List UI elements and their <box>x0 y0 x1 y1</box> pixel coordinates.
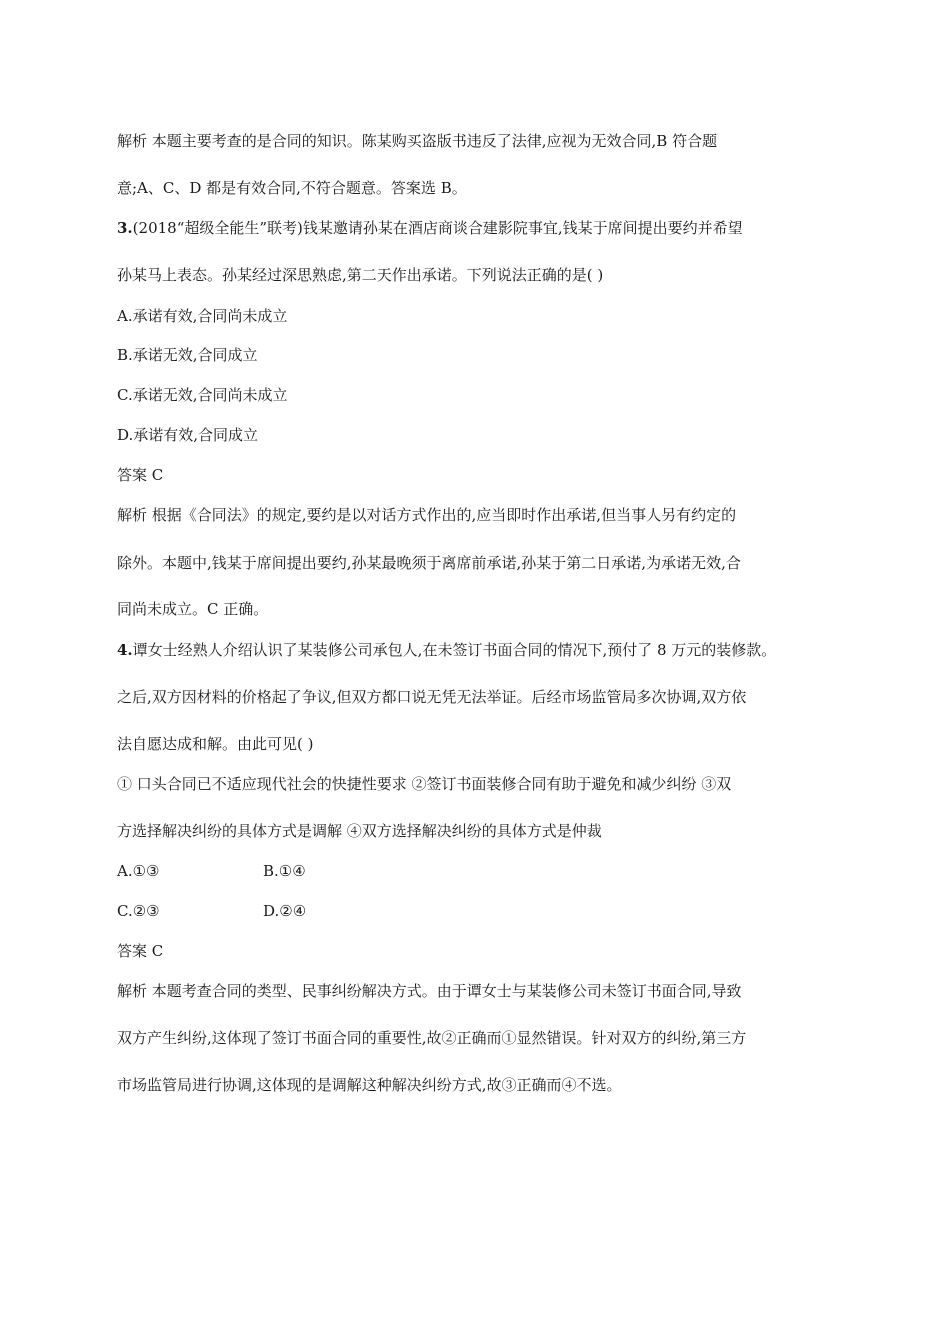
q3-stem-line-1 <box>117 218 743 238</box>
q3-option-a: A.承诺有效,合同尚未成立 <box>117 307 288 325</box>
q3-answer: 答案 C <box>117 466 164 484</box>
q4-stem-line-3: 法自愿达成和解。由此可见( ) <box>117 735 314 753</box>
q3-analysis-line-2: 除外。本题中,钱某于席间提出要约,孙某最晚须于离席前承诺,孙某于第二日承诺,为承诺无效,合 <box>117 554 741 572</box>
q4-option-d: D.②④ <box>263 902 307 920</box>
q3-number: 3. <box>117 219 133 237</box>
q2-analysis-line-2: 意;A、C、D 都是有效合同,不符合题意。答案选 B。 <box>117 179 467 197</box>
q4-stem-line-2: 之后,双方因材料的价格起了争议,但双方都口说无凭无法举证。后经市场监管局多次协调,双方依 <box>117 688 747 706</box>
q4-statements-line-2: 方选择解决纠纷的具体方式是调解 ④双方选择解决纠纷的具体方式是仲裁 <box>117 822 602 840</box>
q4-analysis-line-2: 双方产生纠纷,这体现了签订书面合同的重要性,故②正确而①显然错误。针对双方的纠纷,第三方 <box>117 1029 747 1047</box>
q4-option-c: C.②③ <box>117 902 160 920</box>
q3-option-d: D.承诺有效,合同成立 <box>117 426 259 444</box>
q4-option-a: A.①③ <box>117 862 160 880</box>
q3-option-c: C.承诺无效,合同尚未成立 <box>117 386 288 404</box>
q3-analysis-line-1: 解析 根据《合同法》的规定,要约是以对话方式作出的,应当即时作出承诺,但当事人另有约定的 <box>117 506 737 524</box>
q3-stem-line-2: 孙某马上表态。孙某经过深思熟虑,第二天作出承诺。下列说法正确的是( ) <box>117 266 604 284</box>
q3-stem-text-1: (2018“超级全能生”联考)钱某邀请孙某在酒店商谈合建影院事宜,钱某于席间提出要约并希望 <box>132 219 743 237</box>
q4-number: 4. <box>117 641 133 659</box>
q2-analysis-line-1: 解析 本题主要考查的是合同的知识。陈某购买盗版书违反了法律,应视为无效合同,B 符合题 <box>117 132 718 150</box>
q4-options-row-1 <box>117 861 517 881</box>
q3-option-b: B.承诺无效,合同成立 <box>117 346 258 364</box>
q4-options-row-2 <box>117 901 517 921</box>
q4-statements-line-1: ① 口头合同已不适应现代社会的快捷性要求 ②签订书面装修合同有助于避免和减少纠纷 ③双 <box>117 775 732 793</box>
q4-analysis-line-1: 解析 本题考查合同的类型、民事纠纷解决方式。由于谭女士与某装修公司未签订书面合同,导致 <box>117 982 742 1000</box>
q4-analysis-line-3: 市场监管局进行协调,这体现的是调解这种解决纠纷方式,故③正确而④不选。 <box>117 1076 622 1094</box>
q4-answer: 答案 C <box>117 942 164 960</box>
q4-option-b: B.①④ <box>263 862 306 880</box>
q3-analysis-line-3: 同尚未成立。C 正确。 <box>117 600 269 618</box>
q4-stem-line-1 <box>117 640 776 660</box>
q4-stem-text-1: 谭女士经熟人介绍认识了某装修公司承包人,在未签订书面合同的情况下,预付了 8 万元的装修款。 <box>132 641 777 659</box>
